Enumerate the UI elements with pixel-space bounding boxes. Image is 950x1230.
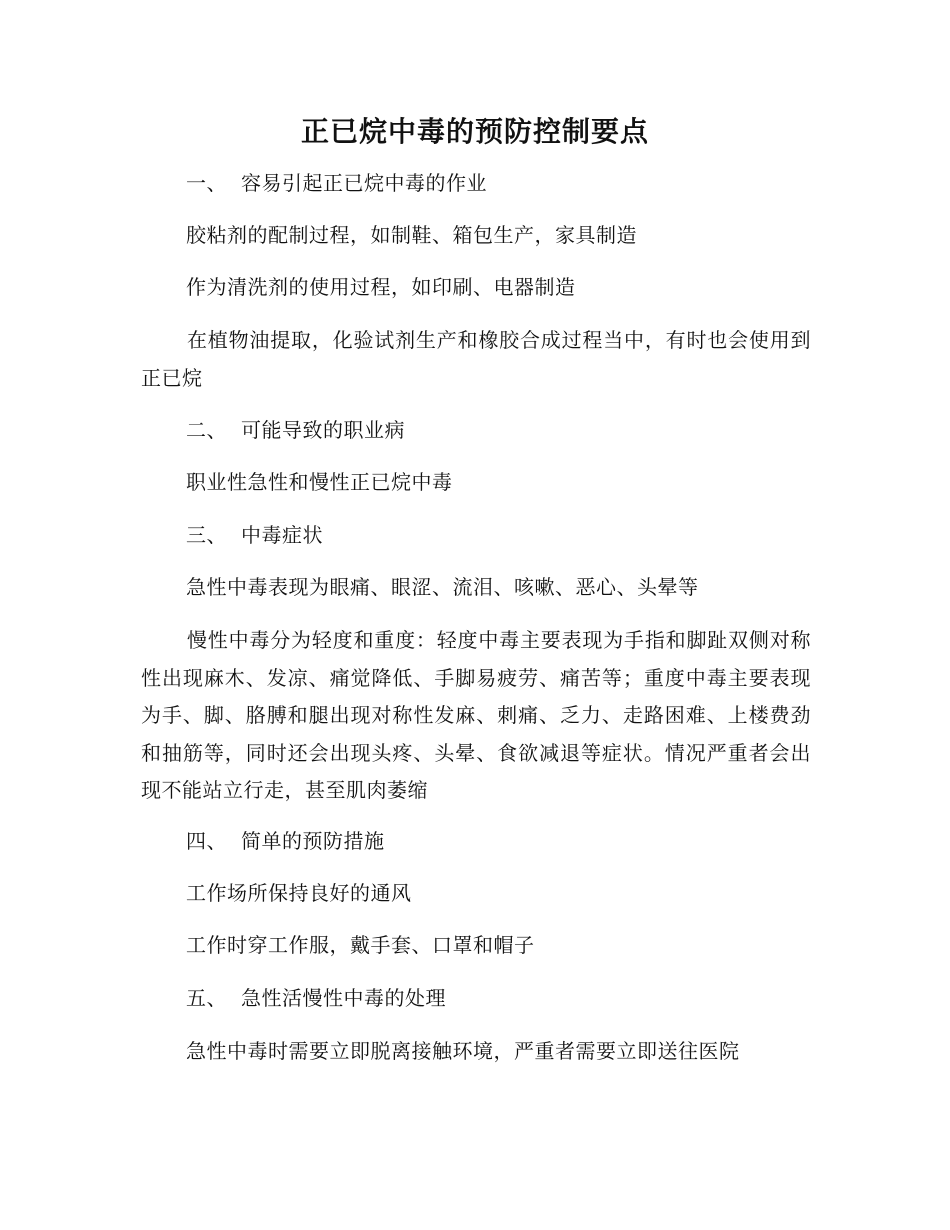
section-number: 五、 <box>186 986 227 1010</box>
section-heading-text: 急性活慢性中毒的处理 <box>241 986 446 1010</box>
section-heading-text: 容易引起正已烷中毒的作业 <box>241 171 487 195</box>
paragraph: 工作场所保持良好的通风 <box>186 881 412 905</box>
section-heading-1 <box>186 168 487 198</box>
section-number: 一、 <box>186 171 227 195</box>
section-heading-3 <box>186 520 323 550</box>
document-title: 正已烷中毒的预防控制要点 <box>300 115 649 148</box>
paragraph: 胶粘剂的配制过程，如制鞋、箱包生产，家具制造 <box>186 223 637 247</box>
paragraph: 职业性急性和慢性正已烷中毒 <box>186 470 453 494</box>
section-number: 四、 <box>186 829 227 853</box>
paragraph: 急性中毒表现为眼痛、眼涩、流泪、咳嗽、恶心、头晕等 <box>186 575 699 599</box>
paragraph: 慢性中毒分为轻度和重度：轻度中毒主要表现为手指和脚趾双侧对称性出现麻木、发凉、痛觉降低、手脚易疲劳、痛苦等；重度中毒主要表现为手、脚、胳膊和腿出现对称性发麻、刺痛、乏力、走路困难、上楼费劲和抽筋等，同时还会出现头疼、头晕、食欲减退等症状。情况严重者会出现不能站立行走，甚至肌肉萎缩 <box>141 628 811 802</box>
section-number: 三、 <box>186 523 227 547</box>
section-number: 二、 <box>186 418 227 442</box>
paragraph: 在植物油提取，化验试剂生产和橡胶合成过程当中，有时也会使用到正已烷 <box>141 328 811 390</box>
section-heading-2 <box>186 415 405 445</box>
section-heading-5 <box>186 983 446 1013</box>
paragraph: 作为清洗剂的使用过程，如印刷、电器制造 <box>186 275 576 299</box>
section-heading-4 <box>186 826 385 856</box>
paragraph: 急性中毒时需要立即脱离接触环境，严重者需要立即送往医院 <box>186 1039 740 1063</box>
paragraph: 工作时穿工作服，戴手套、口罩和帽子 <box>186 933 535 957</box>
section-heading-text: 简单的预防措施 <box>241 829 385 853</box>
section-heading-text: 可能导致的职业病 <box>241 418 405 442</box>
section-heading-text: 中毒症状 <box>241 523 323 547</box>
